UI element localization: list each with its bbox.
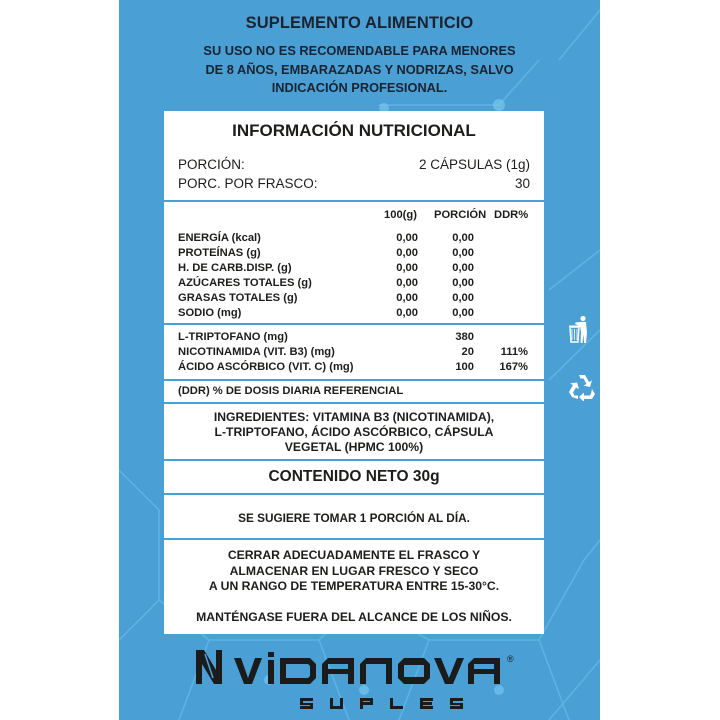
active-name: ÁCIDO ASCÓRBICO (VIT. C) (mg) [178,361,354,373]
portion-value: 0,00 [452,247,474,259]
nutrient-name: SODIO (mg) [178,307,242,319]
dosage-text: SE SUGIERE TOMAR 1 PORCIÓN AL DÍA. [238,511,470,525]
net-content: CONTENIDO NETO 30g [268,468,440,485]
tidy-man-trash-icon [568,315,592,345]
per-100g-value: 0,00 [396,232,418,244]
footnote-text: (DDR) % DE DOSIS DIARIA REFERENCIAL [178,385,404,397]
storage-section [164,540,544,634]
age-warning [119,42,600,98]
actives-table [164,325,544,381]
warning-line: INDICACIÓN PROFESIONAL. [271,80,448,95]
warning-line: DE 8 AÑOS, EMBARAZADAS Y NODRIZAS, SALVO [205,61,514,77]
portion-value: 0,00 [452,277,474,289]
active-name: L-TRIPTOFANO (mg) [178,331,288,343]
per-100g-value: 0,00 [396,262,418,274]
column-header-portion: PORCIÓN [434,209,487,221]
storage-line: A UN RANGO DE TEMPERATURA ENTRE 15-30°C. [208,579,500,593]
ddr-value: 111% [500,346,528,358]
portion-value: 0,00 [452,262,474,274]
nutrient-name: H. DE CARB.DISP. (g) [178,262,292,274]
storage-text [164,548,544,595]
active-name: NICOTINAMIDA (VIT. B3) (mg) [178,346,335,358]
ddr-footnote-section [164,381,544,404]
table-row [178,331,530,346]
servings-per-container-value: 30 [514,176,530,191]
ingredients-line: INGREDIENTES: VITAMINA B3 (NICOTINAMIDA), [213,410,495,424]
brand-logo [119,648,600,719]
ingredients-section [164,404,544,461]
serving-size-row [178,157,530,172]
table-row [178,262,530,277]
table-row [178,292,530,307]
dosage-section [164,495,544,540]
supplement-title: SUPLEMENTO ALIMENTICIO [245,14,474,32]
serving-value: 2 CÁPSULAS (1g) [418,157,530,172]
nutrition-panel [164,111,544,634]
portion-value: 0,00 [452,307,474,319]
nutrient-name: GRASAS TOTALES (g) [178,292,298,304]
storage-line: CERRAR ADECUADAMENTE EL FRASCO Y [227,548,481,562]
net-content-section [164,461,544,495]
recycle-icon [568,373,596,401]
per-100g-value: 0,00 [396,247,418,259]
table-row [178,346,530,361]
ingredients-line: VEGETAL (HPMC 100%) [284,440,424,454]
table-row [178,247,530,262]
table-row [178,232,530,247]
servings-per-container-label: PORC. POR FRASCO: [178,176,318,191]
portion-value: 380 [455,331,474,343]
servings-per-container-row [178,176,530,191]
product-label [119,0,600,720]
ingredients-line: L-TRIPTOFANO, ÁCIDO ASCÓRBICO, CÁPSULA [214,425,494,439]
storage-line: ALMACENAR EN LUGAR FRESCO Y SECO [229,563,479,578]
column-header-100g: 100(g) [384,209,417,221]
portion-value: 0,00 [452,292,474,304]
macro-table [164,202,544,325]
table-row [178,307,530,322]
serving-section [164,111,544,202]
ddr-value: 167% [499,361,528,373]
nutrition-title: INFORMACIÓN NUTRICIONAL [232,121,476,140]
nutrient-name: AZÚCARES TOTALES (g) [178,277,312,289]
serving-label: PORCIÓN: [178,157,245,172]
nutrient-name: ENERGÍA (kcal) [178,232,261,244]
per-100g-value: 0,00 [396,292,418,304]
ddr-footnote [178,385,530,400]
table-row [178,277,530,292]
portion-value: 100 [455,361,474,373]
nutrient-name: PROTEÍNAS (g) [178,247,261,259]
ingredients-text [164,410,544,455]
portion-value: 0,00 [452,232,474,244]
child-warning: MANTÉNGASE FUERA DEL ALCANCE DE LOS NIÑOS. [196,610,512,624]
column-header-ddr: DDR% [494,209,529,221]
portion-value: 20 [461,346,474,358]
table-row [178,361,530,376]
registered-mark: ® [506,654,514,664]
warning-line: SU USO NO ES RECOMENDABLE PARA MENORES [203,43,516,58]
per-100g-value: 0,00 [396,307,418,319]
vidanova-logo [180,648,540,714]
per-100g-value: 0,00 [396,277,418,289]
